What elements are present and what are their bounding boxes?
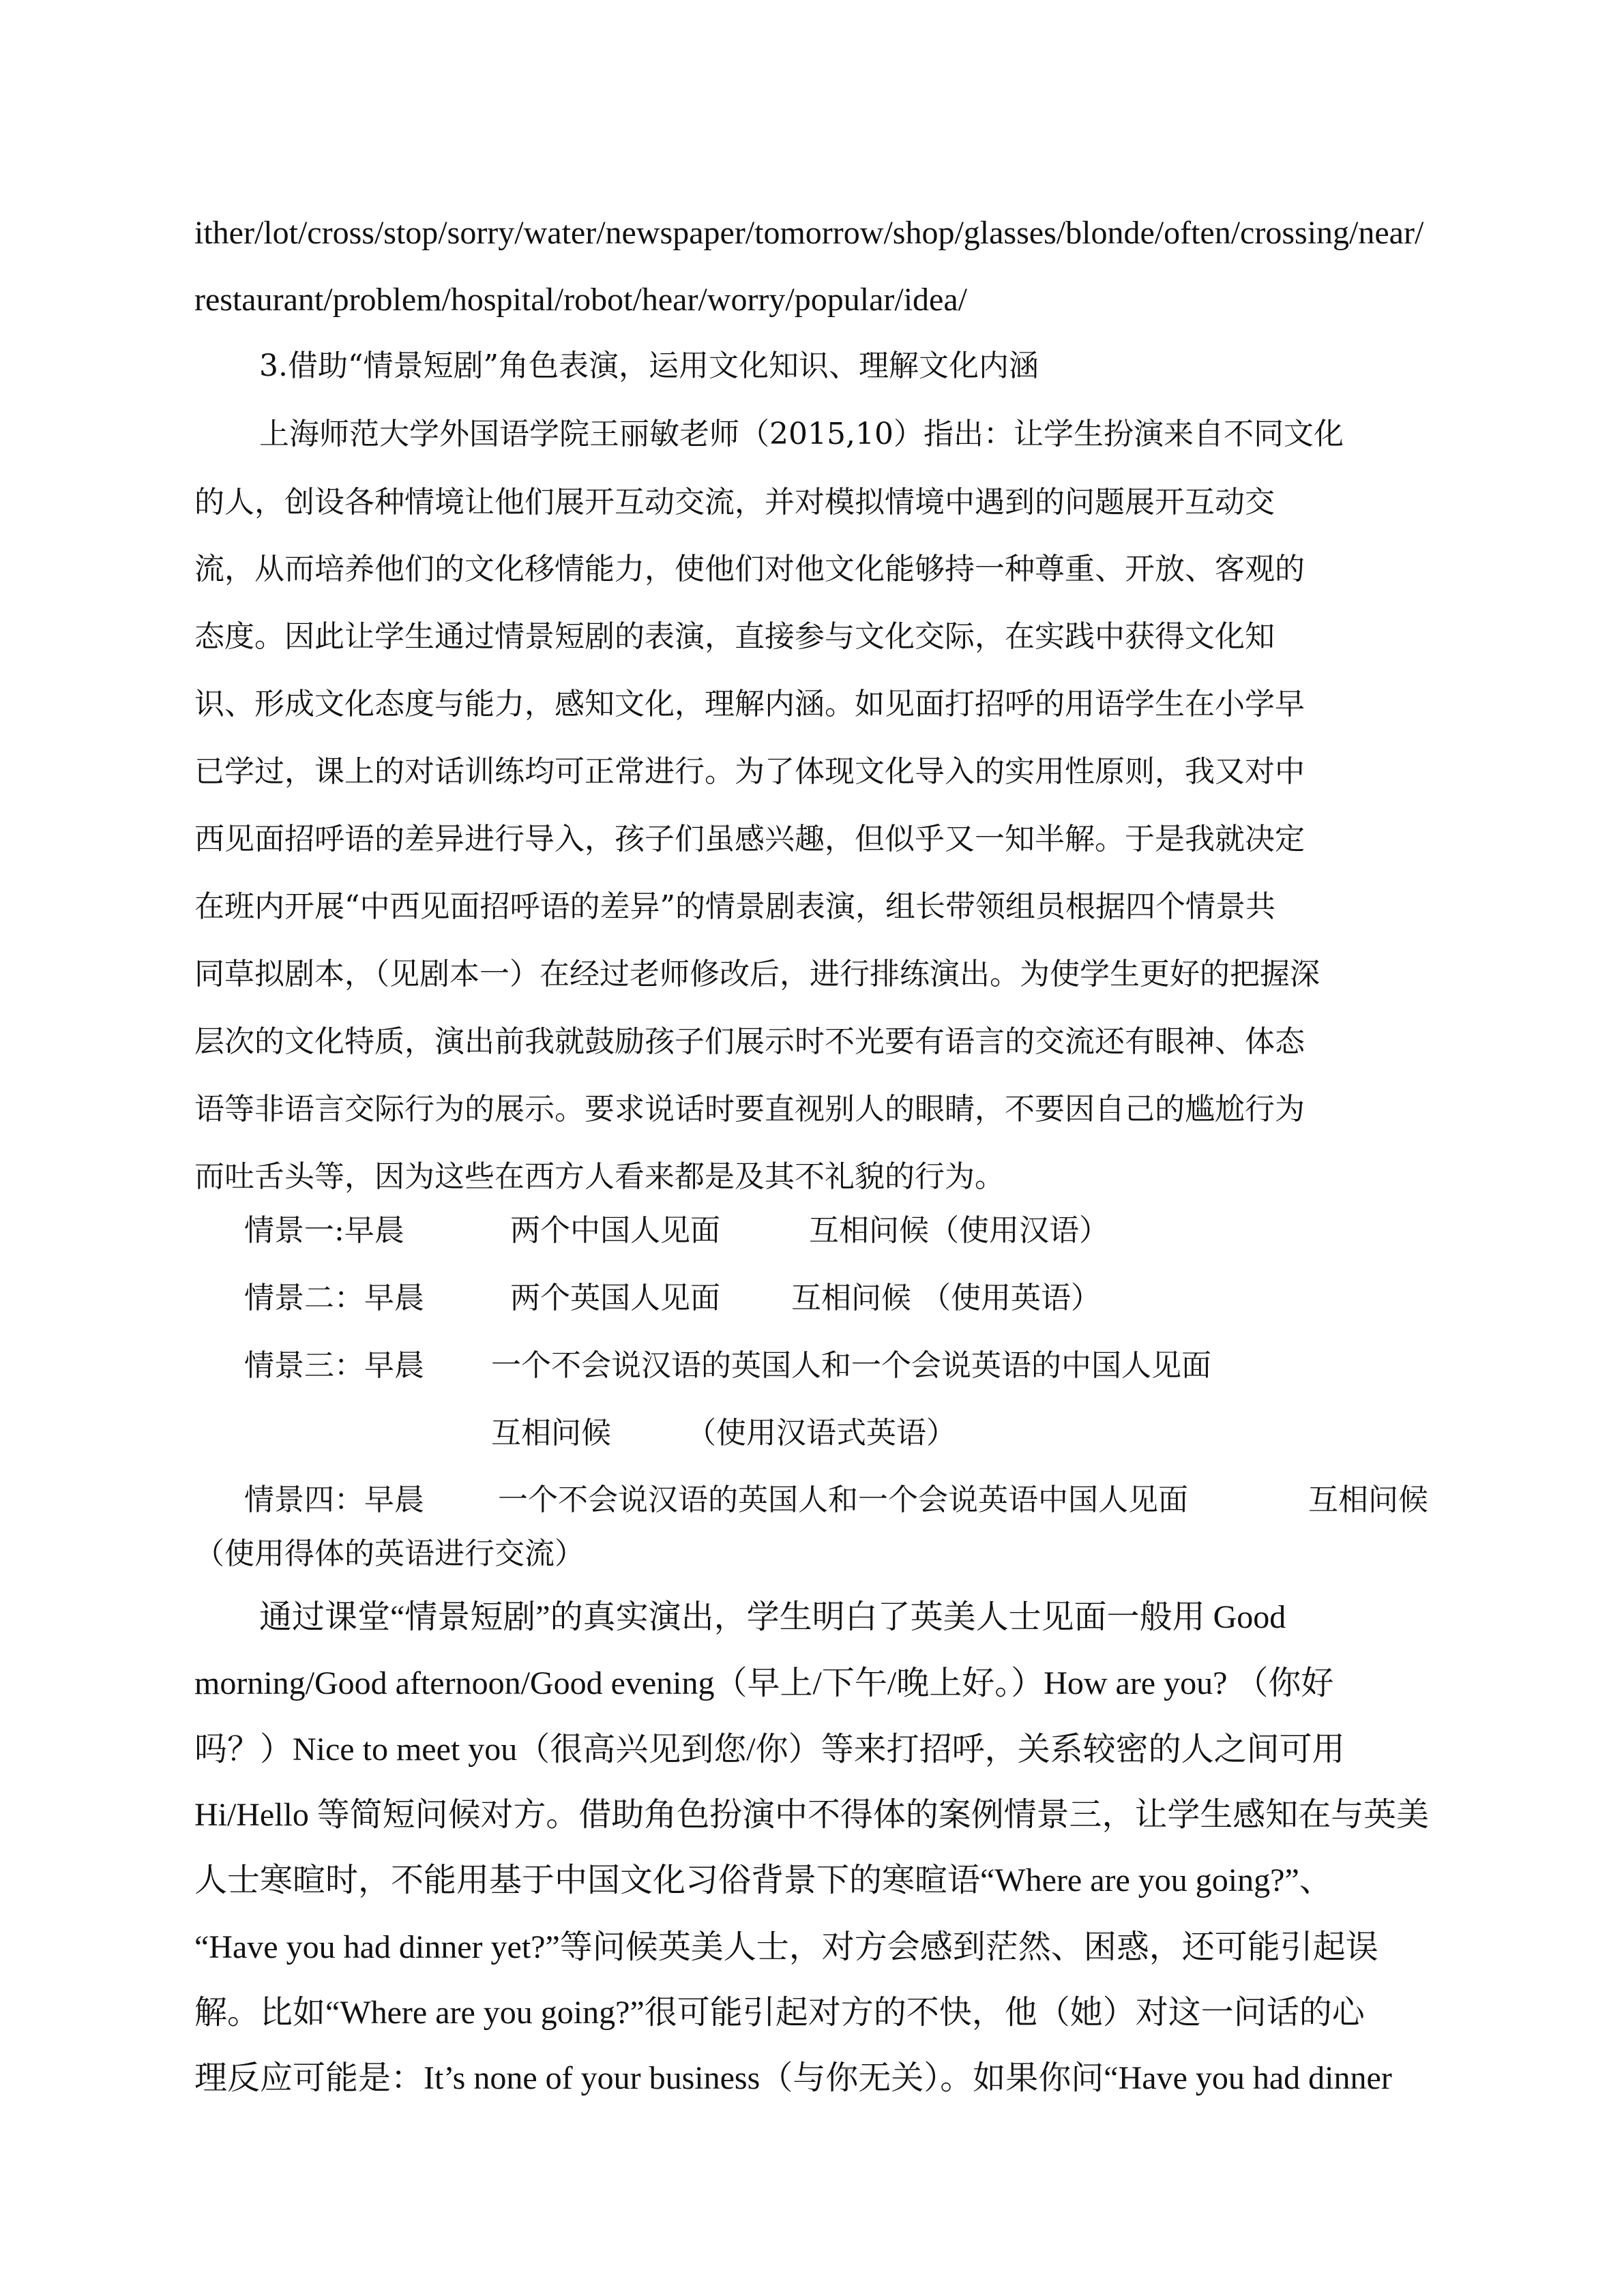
- scene-3-who: 一个不会说汉语的英国人和一个会说英语的中国人见面: [491, 1348, 1211, 1383]
- para1-line: 的人，创设各种情境让他们展开互动交流，并对模拟情境中遇到的问题展开互动交: [194, 485, 1275, 520]
- scene-2-who: 两个英国人见面: [510, 1281, 720, 1315]
- vocab-line-1: ither/lot/cross/stop/sorry/water/newspaper/tomorrow/shop/glasses/blonde/often/crossing/near/: [194, 215, 1424, 251]
- scene-1-who: 两个中国人见面: [510, 1213, 720, 1248]
- para1-line: 态度。因此让学生通过情景短剧的表演，直接参与文化交际，在实践中获得文化知: [194, 619, 1275, 654]
- para1-line: 层次的文化特质，演出前我就鼓励孩子们展示时不光要有语言的交流还有眼神、体态: [194, 1024, 1305, 1059]
- para1-line: 西见面招呼语的差异进行导入，孩子们虽感兴趣，但似乎又一知半解。于是我就决定: [194, 822, 1305, 856]
- para2-line: 人士寒暄时，不能用基于中国文化习俗背景下的寒暄语“Where are you going?”、: [194, 1862, 1332, 1898]
- para2-line: Hi/Hello 等简短问候对方。借助角色扮演中不得体的案例情景三，让学生感知在与英美: [194, 1797, 1429, 1833]
- para1-line: 已学过，课上的对话训练均可正常进行。为了体现文化导入的实用性原则，我又对中: [194, 754, 1305, 789]
- scene-4-who: 一个不会说汉语的英国人和一个会说英语中国人见面: [498, 1482, 1188, 1517]
- para2-line: 解。比如“Where are you going?”很可能引起对方的不快，他（她）对这一问话的心: [194, 1995, 1365, 2031]
- para2-line: 吗？）Nice to meet you（很高兴见到您/你）等来打招呼，关系较密的人之间可用: [194, 1731, 1345, 1768]
- scene-1-action: 互相问候（使用汉语）: [809, 1213, 1109, 1248]
- para1-line: 而吐舌头等，因为这些在西方人看来都是及其不礼貌的行为。: [194, 1159, 1005, 1194]
- scene-3-label: 情景三：早晨: [244, 1348, 424, 1383]
- scene-4-label: 情景四：早晨: [244, 1482, 424, 1517]
- para1-line: 在班内开展“中西见面招呼语的差异”的情景剧表演，组长带领组员根据四个情景共: [194, 889, 1275, 924]
- scene-4-action: 互相问候: [1308, 1482, 1428, 1517]
- scene-1-label: 情景一:早晨: [244, 1213, 404, 1248]
- para2-line: morning/Good afternoon/Good evening（早上/下午/晚上好。）How are you? （你好: [194, 1665, 1334, 1701]
- scene-2-action: 互相问候 （使用英语）: [791, 1281, 1101, 1315]
- scene-4-note: （使用得体的英语进行交流）: [194, 1536, 585, 1571]
- scene-2-label: 情景二：早晨: [244, 1281, 424, 1315]
- para2-line: 通过课堂“情景短剧”的真实演出，学生明白了英美人士见面一般用 Good: [259, 1599, 1286, 1635]
- para2-line: “Have you had dinner yet?”等问候英美人士，对方会感到茫然、困惑，还可能引起误: [194, 1929, 1378, 1965]
- para1-line: 识、形成文化态度与能力，感知文化，理解内涵。如见面打招呼的用语学生在小学早: [194, 687, 1305, 721]
- para2-line: 理反应可能是：It’s none of your business（与你无关）。如果你问“Have you had dinner: [194, 2060, 1392, 2096]
- scene-3-action: 互相问候: [491, 1416, 611, 1450]
- scene-3-note: （使用汉语式英语）: [686, 1416, 956, 1450]
- para1-line: 语等非语言交际行为的展示。要求说话时要直视别人的眼睛，不要因自己的尴尬行为: [194, 1092, 1305, 1127]
- para1-line: 上海师范大学外国语学院王丽敏老师（2015,10）指出：让学生扮演来自不同文化: [259, 417, 1344, 451]
- para1-line: 流，从而培养他们的文化移情能力，使他们对他文化能够持一种尊重、开放、客观的: [194, 552, 1305, 586]
- section-heading: 3.借助“情景短剧”角色表演，运用文化知识、理解文化内涵: [259, 348, 1039, 383]
- vocab-line-2: restaurant/problem/hospital/robot/hear/worry/popular/idea/: [194, 282, 967, 318]
- para1-line: 同草拟剧本，（见剧本一）在经过老师修改后，进行排练演出。为使学生更好的把握深: [194, 957, 1320, 992]
